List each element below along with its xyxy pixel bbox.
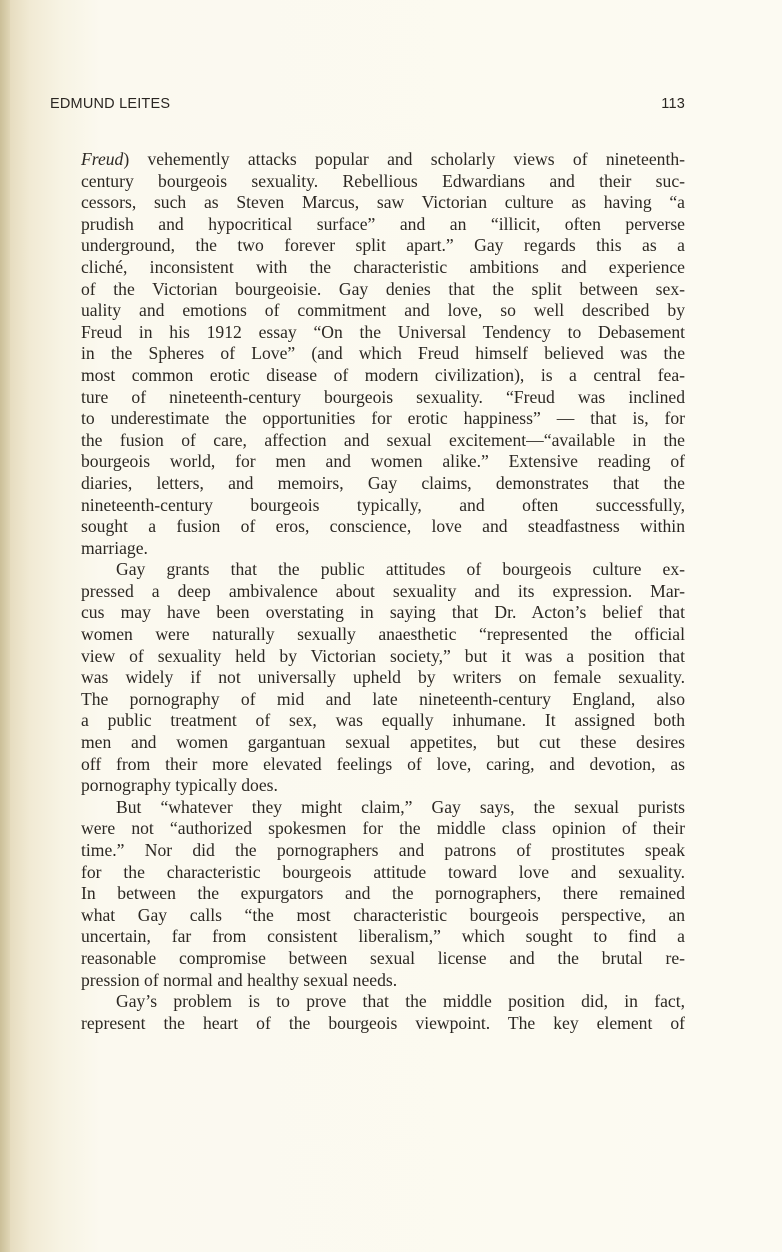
- text-line: was widely if not universally upheld by writers on female sexuality.: [81, 667, 685, 688]
- text-line: to underestimate the opportunities for erotic happiness” — that is, for: [81, 408, 685, 429]
- text-line: a public treatment of sex, was equally inhumane. It assigned both: [81, 710, 685, 731]
- paragraph: [81, 559, 685, 797]
- text-line: sought a fusion of eros, conscience, love and steadfastness within: [81, 516, 685, 537]
- text-line: men and women gargantuan sexual appetites, but cut these desires: [81, 732, 685, 753]
- text-line: cessors, such as Steven Marcus, saw Victorian culture as having “a: [81, 192, 685, 213]
- text-line: Gay’s problem is to prove that the middle position did, in fact,: [116, 991, 685, 1012]
- text-line: uality and emotions of commitment and love, so well described by: [81, 300, 685, 321]
- text-line: what Gay calls “the most characteristic bourgeois perspective, an: [81, 904, 685, 925]
- running-header: [50, 96, 685, 116]
- text-line: off from their more elevated feelings of love, caring, and devotion, as: [81, 753, 685, 774]
- text-line: the fusion of care, affection and sexual excitement—“available in the: [81, 429, 685, 450]
- text-line: Freud) vehemently attacks popular and scholarly views of nineteenth-: [81, 149, 685, 169]
- text-line: were not “authorized spokesmen for the middle class opinion of their: [81, 818, 685, 839]
- paragraph: [81, 797, 685, 991]
- text-line: in the Spheres of Love” (and which Freud himself believed was the: [81, 343, 685, 364]
- text-line: Gay grants that the public attitudes of bourgeois culture ex-: [116, 559, 685, 580]
- italic-text: Freud: [81, 149, 124, 169]
- binding-gutter: [0, 0, 10, 1252]
- text-line: prudish and hypocritical surface” and an “illicit, often perverse: [81, 213, 685, 234]
- text-line: The pornography of mid and late nineteenth-century England, also: [81, 688, 685, 709]
- text-line: nineteenth-century bourgeois typically, and often successfully,: [81, 494, 685, 515]
- text-line: pression of normal and healthy sexual needs.: [81, 969, 398, 990]
- text-line: underground, the two forever split apart.” Gay regards this as a: [81, 235, 685, 256]
- text-line: for the characteristic bourgeois attitude toward love and sexuality.: [81, 861, 685, 882]
- text-line: most common erotic disease of modern civilization), is a central fea-: [81, 364, 685, 385]
- text-line: century bourgeois sexuality. Rebellious Edwardians and their suc-: [81, 170, 685, 191]
- text-line: pressed a deep ambivalence about sexuality and its expression. Mar-: [81, 580, 685, 601]
- text-line: bourgeois world, for men and women alike.” Extensive reading of: [81, 451, 685, 472]
- body-text: [81, 149, 685, 1034]
- text-line: of the Victorian bourgeoisie. Gay denies that the split between sex-: [81, 278, 685, 299]
- text-line: diaries, letters, and memoirs, Gay claims, demonstrates that the: [81, 472, 685, 493]
- text-line: marriage.: [81, 537, 148, 558]
- text-line: view of sexuality held by Victorian society,” but it was a position that: [81, 645, 685, 666]
- paragraph: [81, 149, 685, 559]
- text-line: time.” Nor did the pornographers and patrons of prostitutes speak: [81, 840, 685, 860]
- text-line: represent the heart of the bourgeois viewpoint. The key element of: [81, 1012, 685, 1033]
- text-line: women were naturally sexually anaesthetic “represented the official: [81, 624, 685, 645]
- text-line: reasonable compromise between sexual license and the brutal re-: [81, 947, 685, 968]
- text-line: cliché, inconsistent with the characteristic ambitions and experience: [81, 256, 685, 277]
- text-line: But “whatever they might claim,” Gay says, the sexual purists: [116, 796, 685, 817]
- text-line: ture of nineteenth-century bourgeois sexuality. “Freud was inclined: [81, 386, 685, 407]
- page-number: 113: [661, 96, 685, 112]
- text-line: In between the expurgators and the pornographers, there remained: [81, 883, 685, 904]
- running-header-author: EDMUND LEITES: [50, 96, 171, 112]
- text-line: cus may have been overstating in saying that Dr. Acton’s belief that: [81, 602, 685, 623]
- paragraph: [81, 991, 685, 1034]
- text-line: uncertain, far from consistent liberalism,” which sought to find a: [81, 926, 685, 947]
- text-line: pornography typically does.: [81, 775, 278, 796]
- text-line: Freud in his 1912 essay “On the Universal Tendency to Debasement: [81, 321, 685, 342]
